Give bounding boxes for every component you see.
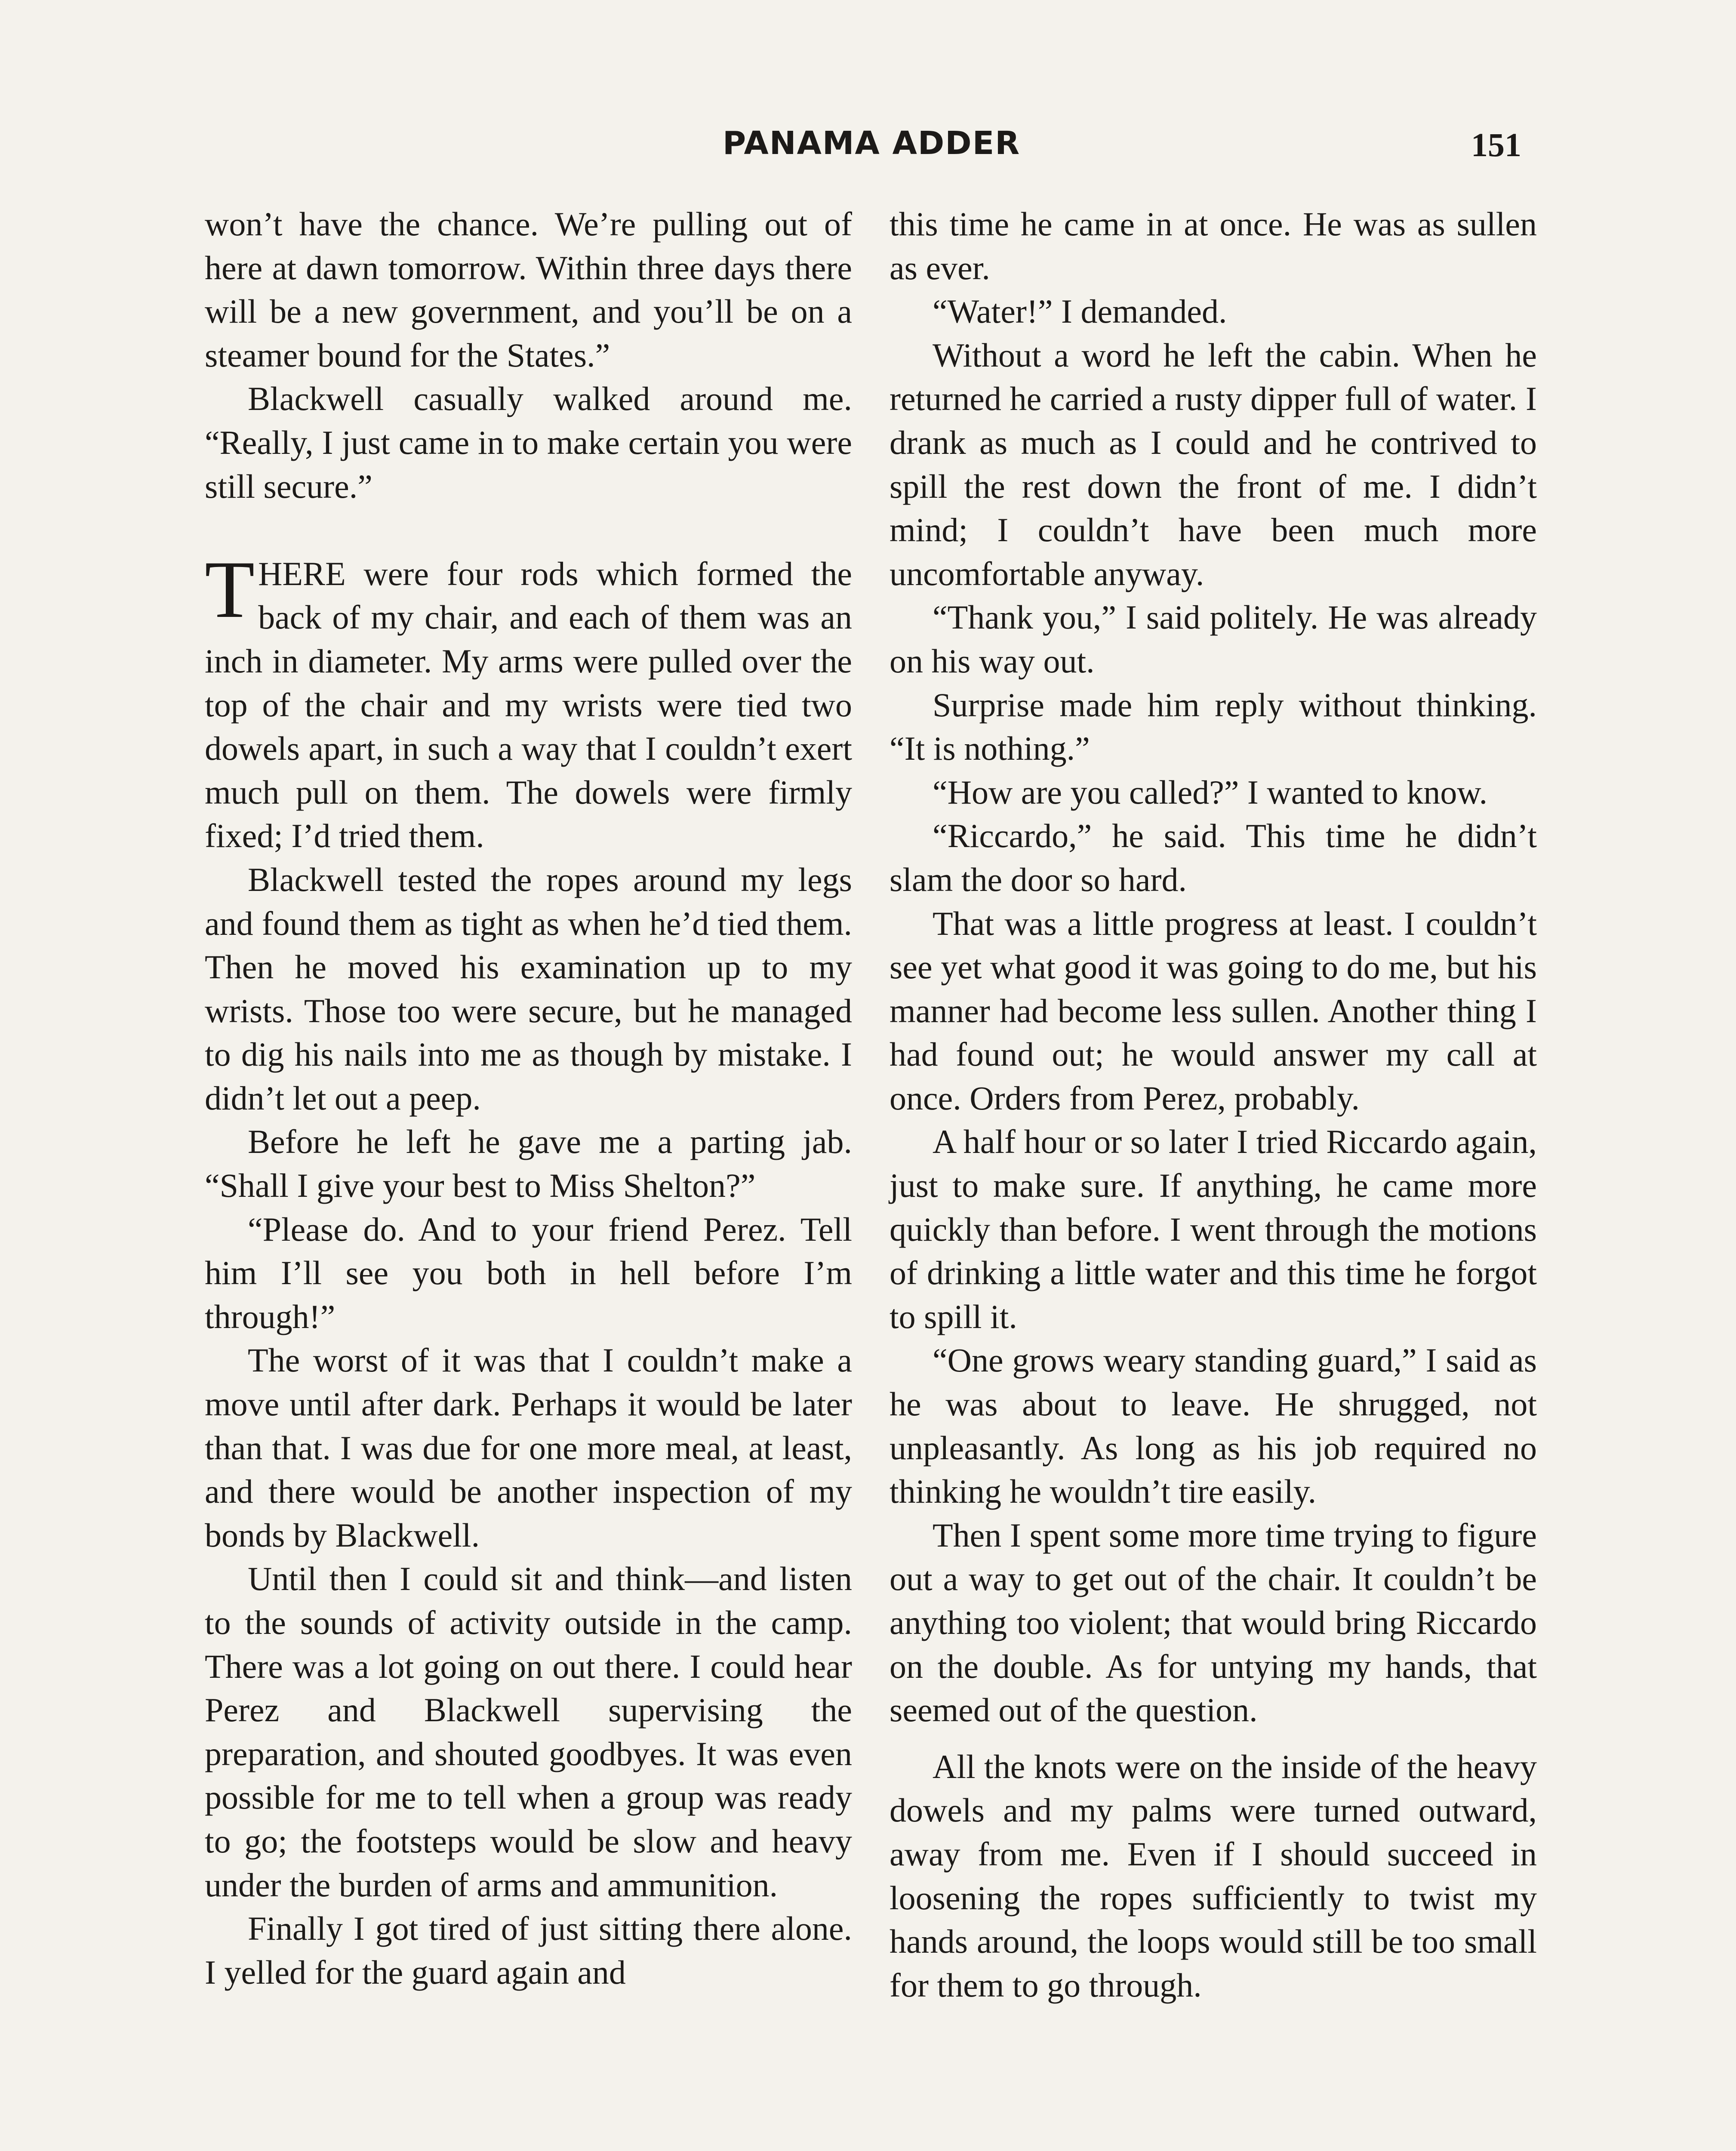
paragraph: won’t have the chance. We’re pulling out of here at dawn tomorrow. Within three days there will be a new government, and you’ll be on a steamer bound for the States.” bbox=[205, 205, 852, 374]
drop-cap: T bbox=[205, 544, 255, 635]
page-number: 151 bbox=[1471, 126, 1521, 163]
paragraph: Finally I got tired of just sitting there alone. I yelled for the guard again and bbox=[205, 1910, 852, 1991]
paragraph: All the knots were on the inside of the heavy dowels and my palms were turned outward, away from me. Even if I should succeed in loosening the ropes sufficiently to twist my hands around, the loops would still be too small for them to go through. bbox=[890, 1747, 1537, 2004]
paragraph: “Riccardo,” he said. This time he didn’t slam the door so hard. bbox=[890, 817, 1537, 898]
paragraph: Before he left he gave me a parting jab. “Shall I give your best to Miss Shelton?” bbox=[205, 1123, 852, 1205]
paragraph: “How are you called?” I wanted to know. bbox=[933, 773, 1488, 811]
paragraph: Surprise made him reply without thinking. “It is nothing.” bbox=[890, 686, 1537, 767]
running-title: PANAMA ADDER bbox=[723, 125, 1021, 162]
paragraph: Without a word he left the cabin. When he returned he carried a rusty dipper full of water. I drank as much as I could and he contrived to spill the rest down the front of me. I didn’t mind; I couldn’t have been much more uncomfortable anyway. bbox=[890, 336, 1537, 592]
right-column bbox=[890, 202, 1537, 2007]
paragraph: That was a little progress at least. I couldn’t see yet what good it was going to do me, but his manner had become less sullen. Another thing I had found out; he would answer my call at once. Orders from Perez, probably. bbox=[890, 904, 1537, 1117]
left-column bbox=[205, 202, 852, 1994]
paragraph: A half hour or so later I tried Riccardo again, just to make sure. If anything, he came more quickly than before. I went through the motions of drinking a little water and this time he forgot to spill it. bbox=[890, 1123, 1537, 1335]
paragraph: “Please do. And to your friend Perez. Tell him I’ll see you both in hell before I’m through!” bbox=[205, 1210, 852, 1335]
paragraph: Until then I could sit and think—and listen to the sounds of activity outside in the camp. There was a lot going on out there. I could hear Perez and Blackwell supervising the preparation, and shouted goodbyes. It was even possible for me to tell when a group was ready to go; the footsteps would be slow and heavy under the burden of arms and ammunition. bbox=[205, 1560, 852, 1904]
paragraph: Then I spent some more time trying to figure out a way to get out of the chair. It couldn’t be anything too violent; that would bring Riccardo on the double. As for untying my hands, that seemed out of the question. bbox=[890, 1516, 1537, 1729]
paragraph: The worst of it was that I couldn’t make a move until after dark. Perhaps it would be later than that. I was due for one more meal, at least, and there would be another inspection of my bonds by Blackwell. bbox=[205, 1341, 852, 1554]
paragraph: Blackwell casually walked around me. “Really, I just came in to make certain you were still secure.” bbox=[205, 380, 852, 505]
paragraph: “One grows weary standing guard,” I said as he was about to leave. He shrugged, not unpleasantly. As long as his job required no thinking he wouldn’t tire easily. bbox=[890, 1341, 1537, 1510]
paragraph: Blackwell tested the ropes around my legs and found them as tight as when he’d tied them. Then he moved his examination up to my wrists. Those too were secure, but he managed to dig his nails into me as though by mistake. I didn’t let out a peep. bbox=[205, 860, 852, 1117]
paragraph: this time he came in at once. He was as sullen as ever. bbox=[890, 205, 1537, 287]
section-opening-paragraph bbox=[205, 544, 852, 858]
paragraph: “Water!” I demanded. bbox=[933, 293, 1227, 330]
paragraph: “Thank you,” I said politely. He was already on his way out. bbox=[890, 598, 1537, 680]
paragraph-text: HERE were four rods which formed the back of my chair, and each of them was an inch in diameter. My arms were pulled over the top of the chair and my wrists were tied two dowels apart, in such a way that I couldn’t exert much pull on them. The dowels were firmly fixed; I’d tried them. bbox=[205, 555, 852, 855]
